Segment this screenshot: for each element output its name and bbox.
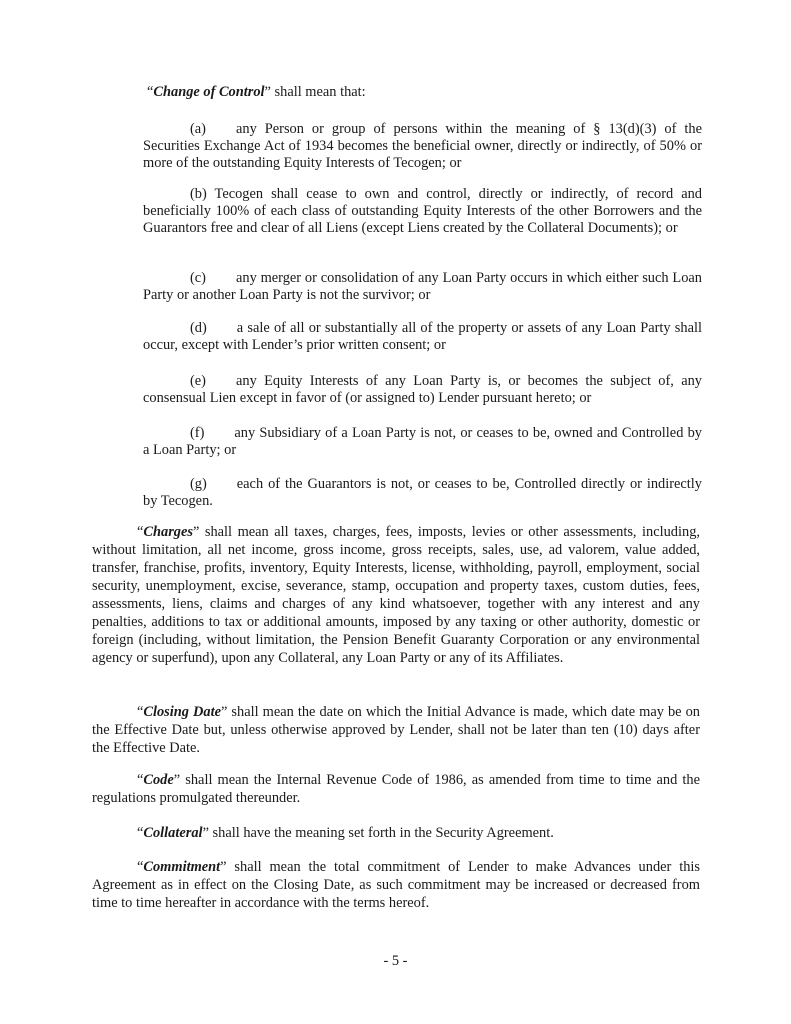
clause-text: a sale of all or substantially all of the property or assets of any Loan Party shall occur, except with Lender’s prior written consent; or [143,320,702,353]
clause-c [143,270,702,304]
clause-text: any Equity Interests of any Loan Party is, or becomes the subject of, any consensual Lien except in favor of (or assigned to) Lender pursuant hereto; or [143,373,702,406]
clause-a [143,121,702,172]
definition-code [92,771,700,807]
definition-text: ” shall mean the total commitment of Lender to make Advances under this Agreement as in effect on the Closing Date, as such commitment may be increased or decreased from time to time hereafter in accordance with the terms hereof. [92,859,700,911]
clause-label: (b) [190,186,207,202]
clause-b [143,186,702,237]
definition-text: ” shall mean that: [264,84,366,100]
quote-mark: “ [137,859,144,875]
definition-commitment [92,858,700,912]
clause-text: any merger or consolidation of any Loan Party occurs in which either such Loan Party or another Loan Party is not the survivor; or [143,270,702,303]
definition-text: ” shall have the meaning set forth in the Security Agreement. [202,825,554,841]
quote-mark: “ [137,825,144,841]
defined-term: Code [143,772,174,788]
clause-label: (a) [190,121,206,137]
clause-text: any Subsidiary of a Loan Party is not, or ceases to be, owned and Controlled by a Loan Party; or [143,425,702,458]
definition-closing-date [92,703,700,757]
quote-mark: “ [147,84,154,100]
clause-g [143,476,702,510]
definition-change-of-control [147,83,667,101]
definition-text: ” shall mean the Internal Revenue Code of 1986, as amended from time to time and the regulations promulgated thereunder. [92,772,700,806]
defined-term: Change of Control [153,84,265,100]
defined-term: Charges [143,524,193,540]
quote-mark: “ [137,704,144,720]
clause-text: each of the Guarantors is not, or ceases to be, Controlled directly or indirectly by Tecogen. [143,476,702,509]
clause-label: (d) [190,320,207,336]
definition-text: ” shall mean the date on which the Initial Advance is made, which date may be on the Effective Date but, unless otherwise approved by Lender, shall not be later than ten (10) days after the Effective Date. [92,704,700,756]
clause-text: Tecogen shall cease to own and control, directly or indirectly, of record and beneficially 100% of each class of outstanding Equity Interests of the other Borrowers and the Guarantors free and clear of all Liens (except Liens created by the Collateral Documents); or [143,186,702,236]
definition-text: ” shall mean all taxes, charges, fees, imposts, levies or other assessments, including, without limitation, all net income, gross income, gross receipts, sales, use, ad valorem, value added, transfer, franchise, profits, inventory, Equity Interests, license, withholding, payroll, employment, social security, unemployment, excise, severance, stamp, occupation and property taxes, custom duties, fees, assessments, liens, claims and charges of any kind whatsoever, together with any interest and any penalties, additions to tax or additional amounts, imposed by any taxing or other authority, domestic or foreign (including, without limitation, the Pension Benefit Guaranty Corporation or any environmental agency or superfund), upon any Collateral, any Loan Party or any of its Affiliates. [92,524,700,666]
clause-label: (e) [190,373,206,389]
clause-f [143,425,702,459]
definition-collateral [92,824,700,842]
clause-label: (c) [190,270,206,286]
quote-mark: “ [137,772,144,788]
clause-d [143,320,702,354]
page-number: - 5 - [383,953,408,969]
clause-text: any Person or group of persons within the meaning of § 13(d)(3) of the Securities Exchange Act of 1934 becomes the beneficial owner, directly or indirectly, of 50% or more of the outstanding Equity Interests of Tecogen; or [143,121,702,171]
defined-term: Collateral [143,825,203,841]
quote-mark: “ [137,524,144,540]
clause-label: (g) [190,476,207,492]
defined-term: Closing Date [143,704,221,720]
clause-label: (f) [190,425,205,441]
definition-charges [92,523,700,667]
clause-e [143,373,702,407]
defined-term: Commitment [143,859,221,875]
